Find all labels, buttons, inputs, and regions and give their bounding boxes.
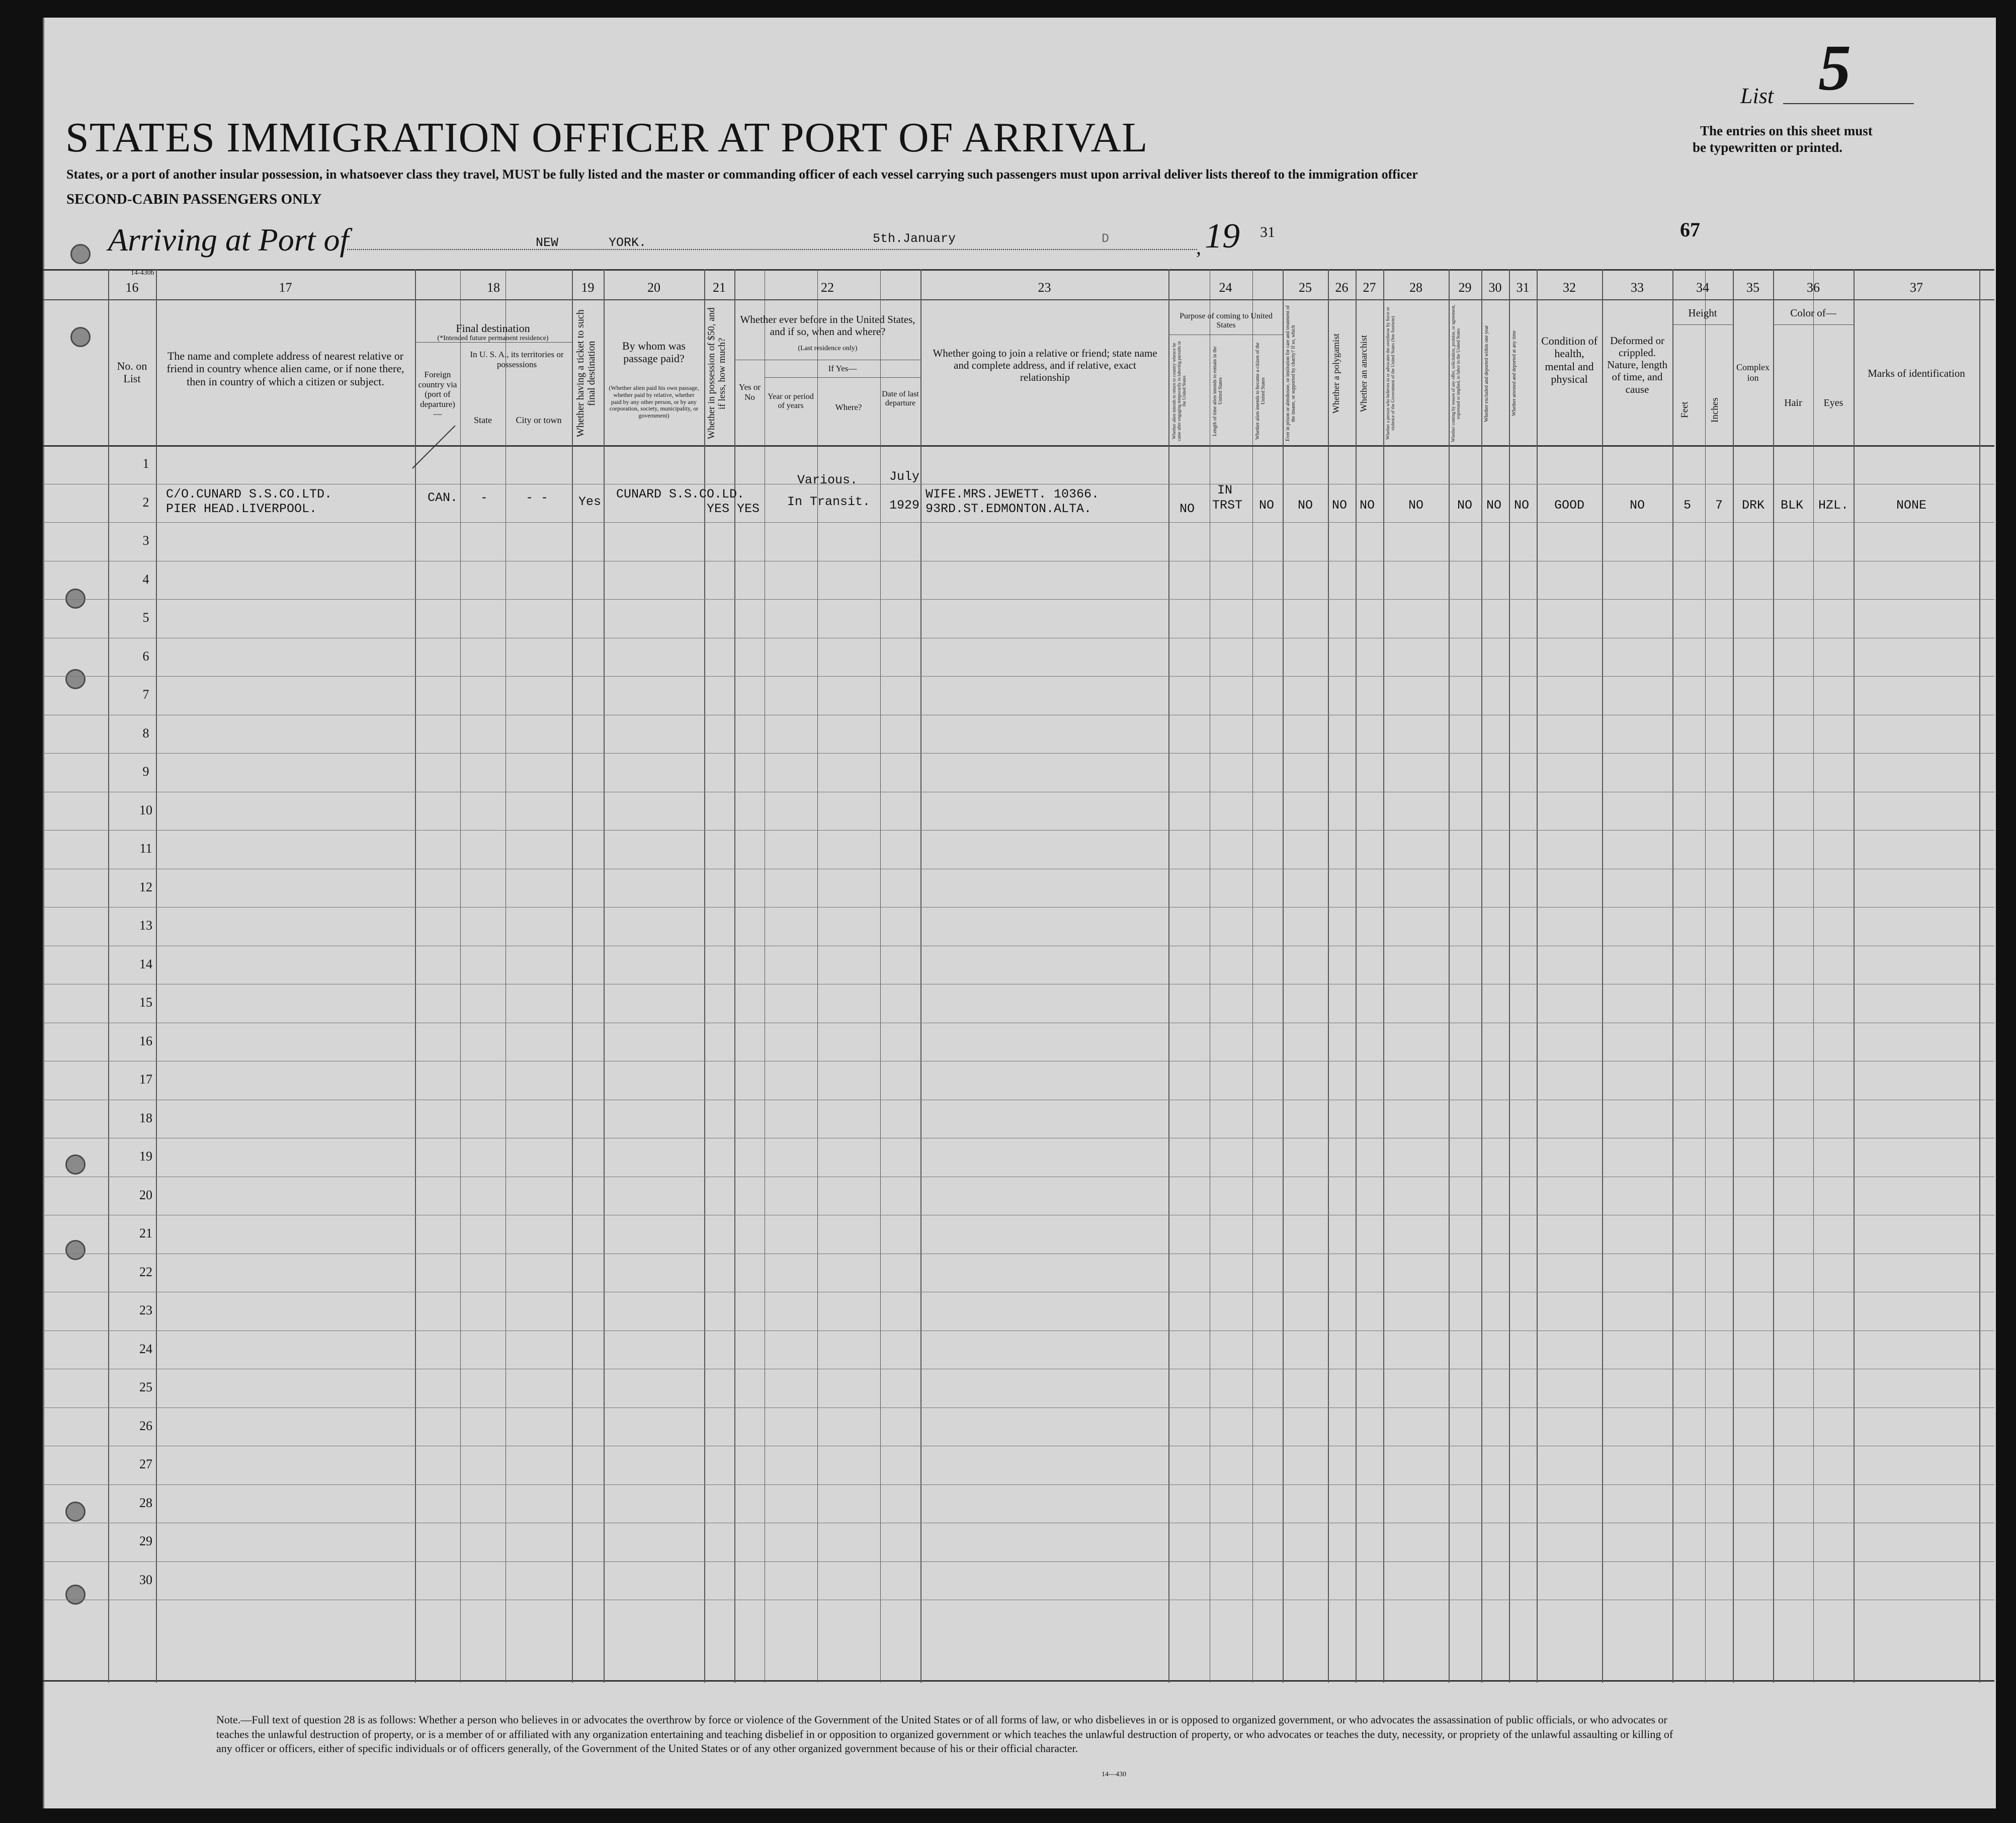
page-title: STATES IMMIGRATION OFFICER AT PORT OF ARRIVAL [65,114,1148,161]
row-number: 17 [139,1072,152,1087]
row-number: 27 [139,1457,152,1472]
colnum-21: 21 [713,280,726,295]
colnum-23: 23 [1038,280,1051,295]
header-purpose: Purpose of coming to United States [1180,312,1273,330]
table-top-rule [43,269,1994,271]
row-number: 7 [142,687,149,702]
row-number: 24 [139,1341,152,1356]
row-number: 25 [139,1380,152,1395]
col-divider [704,269,705,1683]
date-mark: D [1102,231,1110,246]
entry-address-line2: PIER HEAD.LIVERPOOL. [166,502,317,516]
row-number: 2 [142,494,149,510]
header-period-years: Year or period of years [768,392,814,410]
colnum-34: 34 [1696,280,1709,295]
header-labor-offer: Whether coming by reason of any offer, solicitation, promise, or agreement, expressed or implied, to labor in the United States [1451,304,1461,443]
col-divider [734,269,735,1683]
colnum-27: 27 [1363,280,1376,295]
page-number: 67 [1680,218,1700,241]
header-inches: Inches [1710,397,1720,423]
header-join-relative: Whether going to join a relative or friend; state name and complete address, and if relative, exact relationship [933,347,1157,384]
entry-complexion: DRK [1742,498,1765,513]
col-divider [920,269,921,1683]
col-divider [1813,269,1814,1683]
entry-period-line1: Various. [797,473,858,487]
header-height: Height [1688,307,1717,319]
colnum-35: 35 [1746,280,1759,295]
col-divider [1283,269,1284,1683]
header-fifty-dollars: Whether in possession of $50, and if less, how much? [706,307,727,440]
row-rule [43,599,1994,600]
colnum-28: 28 [1409,280,1422,295]
arrival-date: 5th.January [873,231,956,246]
header-bottom-rule [43,445,1994,447]
entries-note-line1: The entries on this sheet must [1700,123,1873,138]
colnum-30: 30 [1488,280,1502,295]
colnum-31: 31 [1516,280,1530,295]
header-passage-paid-note: (Whether alien paid his own passage, whether paid by relative, whether paid by any other person, or by any corporation, society, municipality, or government) [609,384,699,420]
entry-ticket: Yes [578,494,602,509]
entry-join-line2: 93RD.ST.EDMONTON.ALTA. [926,502,1092,516]
header-arrested: Whether arrested and deported at any time [1511,330,1517,417]
row-number: 11 [139,841,152,856]
footnote: Note.—Full text of question 28 is as follows: Whether a person who believes in or advocates the overthrow by force or violence of the Government of the United States or of all forms of law, or who disbelieves in or is opposed to organized government, or who advocates the assassination of public officials, or who advocates or teaches the unlawful destruction of property, or is a member of or affiliated with any organization entertaining and teaching disbelief in or opposition to organized government or which teaches the unlawful destruction of property, or who advocates or teaches the duty, necessity, or propriety of the unlawful assaulting or killing of any officer or officers, either of specific individuals or of officers generally, of the Government of the United States or of any other organized government because of his or their official character. [216,1713,1673,1755]
col-divider [1168,269,1169,1683]
entry-inches: 7 [1715,498,1723,513]
colnum-37: 37 [1910,280,1923,295]
entry-polygamist: NO [1332,498,1348,513]
col-divider [1602,269,1603,1683]
row-number: 21 [139,1226,152,1241]
col-divider [1509,269,1510,1683]
entry-passage-paid: CUNARD S.S.CO.LD. [616,487,745,502]
entry-city: - - [526,490,549,505]
arriving-line [347,249,1197,250]
row-number: 3 [142,533,149,548]
row-rule [43,1407,1994,1408]
entry-state: - [480,490,488,505]
header-city: City or town [516,415,562,425]
entry-health: GOOD [1554,498,1585,513]
row-number: 19 [139,1149,152,1164]
colnum-22: 22 [821,280,834,295]
col-divider [1854,269,1855,1683]
header-sub-rule [1773,324,1854,325]
entry-deformed: NO [1630,498,1645,513]
table-bottom-rule [43,1680,1994,1682]
entry-return-intent: NO [1180,502,1195,516]
row-number: 16 [139,1033,152,1048]
col-divider [880,269,881,1683]
year-suffix: 31 [1260,224,1275,240]
col-divider [1773,269,1774,1683]
col-divider [1537,269,1538,1683]
entry-hair: BLK [1781,498,1804,513]
header-final-destination: Final destination [456,322,530,335]
entry-citizen: NO [1259,498,1275,513]
col-divider [1672,269,1673,1683]
col-divider [1356,269,1357,1683]
row-number: 26 [139,1418,152,1433]
row-rule [43,1484,1994,1485]
header-purpose-length: Length of time alien intends to remain in the United States [1212,346,1223,436]
row-number: 10 [139,802,152,817]
entry-ever-before: YES [737,502,760,516]
entries-note-line2: be typewritten or printed. [1693,140,1842,155]
header-yes-no: Yes or No [738,382,761,402]
entry-length-line2: TRST [1212,498,1243,513]
row-number: 20 [139,1187,152,1202]
entry-fifty-dollars: YES [707,502,730,516]
header-complexion: Complexion [1736,362,1770,383]
row-rule [43,830,1994,831]
col-divider [1481,269,1482,1683]
header-ever-before: Whether ever before in the United States, and if so, when and where? [740,313,915,338]
header-last-departure: Date of last departure [882,390,919,408]
row-rule [43,1561,1994,1562]
header-overthrow: Whether a person who believes in or advocates the overthrow by force or violence of the Government of the United States (See footnote) [1385,307,1395,440]
row-number: 6 [142,648,149,664]
footnote-code: 14—430 [1102,1771,1126,1778]
header-color-of: Color of— [1790,307,1836,319]
entry-period-line2: In Transit. [787,494,871,509]
header-feet: Feet [1679,401,1690,419]
col-divider [108,269,109,1683]
header-ever-before-note: (Last residence only) [798,345,858,352]
col-divider [1705,269,1706,1683]
row-number: 5 [142,610,149,625]
entry-marks: NONE [1896,498,1927,513]
port-part2: YORK. [609,235,647,250]
header-state: State [474,415,492,425]
header-excluded: Whether excluded and deported within one year [1484,325,1489,422]
colnum-24: 24 [1219,280,1232,295]
col-divider [1252,269,1253,1683]
col-divider [1328,269,1329,1683]
header-final-destination-note: (*Intended future permanent residence) [437,335,549,342]
colnum-20: 20 [647,280,660,295]
colnum-rule [43,299,1994,300]
colnum-33: 33 [1631,280,1644,295]
colnum-17: 17 [279,280,292,295]
row-number: 14 [139,956,152,971]
header-marks: Marks of identification [1868,367,1965,379]
row-number: 8 [142,725,149,740]
entry-join-line1: WIFE.MRS.JEWETT. 10366. [926,487,1100,502]
header-no-on-list: No. on List [117,360,147,385]
colnum-25: 25 [1299,280,1312,295]
port-part1: NEW [536,235,559,250]
col-divider [572,269,573,1683]
row-number: 4 [142,571,149,587]
list-number: 5 [1818,32,1851,104]
col-divider [415,269,416,1683]
col-divider [1383,269,1384,1683]
entry-date-line1: July [889,469,920,484]
comma-mark: , [1196,236,1201,259]
header-polygamist: Whether a polygamist [1331,334,1341,413]
row-number: 13 [139,918,152,933]
row-rule [43,676,1994,677]
col-divider [460,269,461,1683]
col-divider [604,269,605,1683]
entry-foreign-country: CAN. [428,490,458,505]
row-number: 30 [139,1572,152,1587]
header-passage-paid: By whom was passage paid? [622,340,686,365]
row-number: 18 [139,1110,152,1125]
subtitle-line2: SECOND-CABIN PASSENGERS ONLY [66,191,322,207]
row-number: 23 [139,1303,152,1318]
entry-date-line2: 1929 [889,498,920,513]
entry-eyes: HZL. [1818,498,1849,513]
row-number: 22 [139,1264,152,1279]
col-divider [1979,269,1980,1683]
colnum-32: 32 [1563,280,1576,295]
header-foreign-country: Foreign country via (port of departure)— [418,370,457,419]
header-purpose-return: Whether alien intends to return to country whence he came after engaging temporarily in laboring pursuits in the United States [1171,341,1187,441]
colnum-16: 16 [125,280,139,295]
row-rule [43,753,1994,754]
row-number: 29 [139,1534,152,1549]
year-prefix: 19 [1205,217,1240,256]
list-label: List [1740,84,1774,108]
header-hair: Hair [1784,397,1802,408]
entry-labor-offer: NO [1457,498,1473,513]
entry-excluded: NO [1486,498,1502,513]
header-anarchist: Whether an anarchist [1359,335,1369,412]
col-divider [1449,269,1450,1683]
row-number: 28 [139,1495,152,1510]
entry-prison: NO [1298,498,1313,513]
header-in-usa: In U. S. A., its territories or possessions [470,350,564,369]
binder-hole [70,244,91,264]
row-number: 12 [139,879,152,894]
entry-feet: 5 [1684,498,1692,513]
subtitle-line1: States, or a port of another insular possession, in whatsoever class they travel, MUST be fully listed and the master or commanding officer of each vessel carrying such passengers must upon arrival deliver lists thereof to the immigration officer [66,167,1418,182]
colnum-26: 26 [1335,280,1349,295]
header-prison: Ever in prison or almshouse, or institution for care and treatment of the insane, or supported by charity? If so, which [1285,305,1296,442]
row-number: 1 [142,456,149,471]
row-rule [43,522,1994,523]
header-sub-rule [765,377,920,378]
row-number: 15 [139,995,152,1010]
entry-anarchist: NO [1360,498,1375,513]
header-sub-rule [1672,324,1733,325]
check-stroke [412,425,455,468]
header-ticket: Whether having a ticket to such final destination [575,309,597,438]
header-deformed: Deformed or crippled. Nature, length of time, and cause [1607,335,1668,395]
colnum-18: 18 [487,280,500,295]
entry-arrested: NO [1514,498,1530,513]
row-number: 9 [142,764,149,779]
col-divider [1733,269,1734,1683]
header-if-yes: If Yes— [828,364,857,373]
header-eyes: Eyes [1823,397,1843,408]
entry-address-line1: C/O.CUNARD S.S.CO.LTD. [166,487,332,502]
colnum-29: 29 [1458,280,1472,295]
manifest-table [43,269,1994,1683]
entry-length-line1: IN [1217,483,1233,498]
colnum-19: 19 [581,280,595,295]
header-purpose-citizen: Whether alien intends to become a citizen of the United States [1255,342,1266,440]
header-nearest-relative: The name and complete address of nearest relative or friend in country whence alien came, or if none there, then in country of which a citizen or subject. [166,350,404,388]
arriving-label: Arriving at Port of [108,222,349,258]
colnum-36: 36 [1807,280,1820,295]
entry-overthrow: NO [1408,498,1424,513]
header-where: Where? [835,402,862,412]
header-health: Condition of health, mental and physical [1541,335,1598,385]
form-code: 14-430b [131,269,154,277]
